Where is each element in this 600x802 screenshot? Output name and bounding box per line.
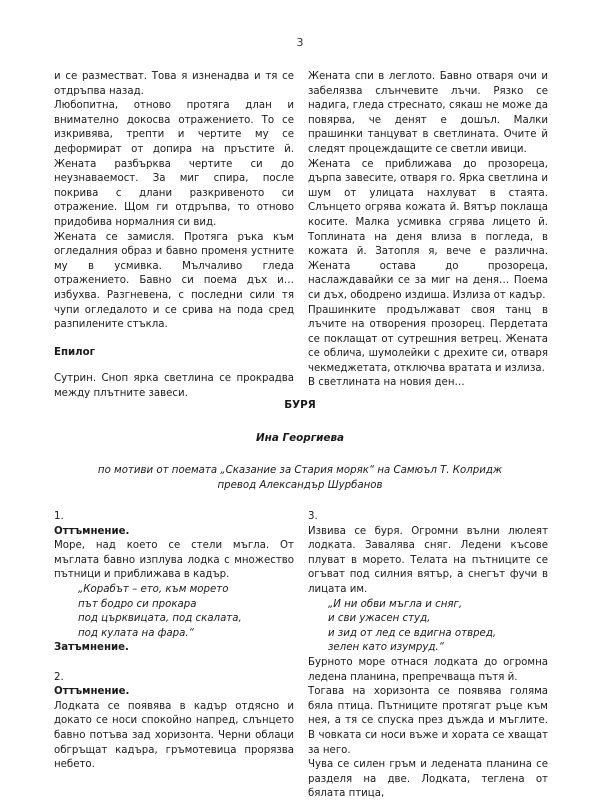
author-name: Ина Георгиева xyxy=(255,432,345,444)
paragraph: Жената се приближава до прозореца, дърпа завесите, отваря го. Ярка светлина и шум от улицата нахлуват в стаята. Слънцето огрява кожата й. Вятър поклаща косите. Малка усмивка сгрява лицето й. Топлината на деня влиза в погледа, в кожата й. Затопля я, вече е различна. Жената остава до прозореца, наслаждавайки се за миг на деня… Поема си дъх, ободрено издиша. Излиза от кадър. xyxy=(308,158,548,301)
section-number: 3. xyxy=(308,511,318,522)
paragraph: и се разместват. Това я изненадва и тя се отдръпва назад. xyxy=(54,71,294,97)
paragraph: Любопитна, отново протяга длан и внимателно докосва отражението. То се изкривява, трепти и чертите му се деформират от допира на пръстите й. Жената разбърква чертите си до неузнаваемост. За миг спира, после покрива с длани разкривеното си отражение. Щом ги отдръпва, то отново придобива нормалния си вид. xyxy=(54,100,294,228)
story-title: БУРЯ xyxy=(284,399,316,411)
paragraph: Жената се замисля. Протяга ръка към огледалния образ и бавно променя устните му в усмивка. Мълчаливо гледа отражението. Бавно си поема дъх и… избухва. Разгневена, с последни сили тя чупи огледалото и се срива на пода сред разпилените стъкла. xyxy=(54,231,294,331)
subtitle-line: по мотиви от поемата „Сказание за Стария моряк“ на Самюъл Т. Колридж xyxy=(97,465,503,476)
subtitle-line: превод Александър Шурбанов xyxy=(217,479,383,491)
poem-line: под църквицата, под скалата, xyxy=(78,613,242,625)
story-subtitle xyxy=(60,464,540,493)
epilogue-heading: Епилог xyxy=(54,346,95,358)
paragraph: В светлината на новия ден… xyxy=(308,377,465,389)
poem-line: и зид от лед се вдигна отвред, xyxy=(328,627,497,639)
poem-line: „Корабът – ето, към морето xyxy=(78,583,229,595)
top-right-column xyxy=(308,70,548,391)
section-heading: Оттъмнение. xyxy=(54,686,130,698)
poem-line: път бодро си прокара xyxy=(78,598,197,610)
paragraph: Сутрин. Сноп ярка светлина се прокрадва между плътните завеси. xyxy=(54,373,294,399)
section-number: 2. xyxy=(54,671,64,683)
page-number: 3 xyxy=(296,36,304,49)
bottom-right-column xyxy=(308,510,548,802)
paragraph: Чува се силен гръм и ледената планина се разделя на две. Лодката, теглена от бялата птица, xyxy=(308,759,548,800)
paragraph: Море, над което се стели мъгла. От мъглата бавно изплува лодка с множество пътници и приближава в кадър. xyxy=(54,540,294,581)
section-heading: Оттъмнение. xyxy=(54,525,130,537)
poem-line: и сви ужасен студ, xyxy=(328,613,431,625)
paragraph: Тогава на хоризонта се появява голяма бяла птица. Пътниците протягат ръце към нея, а тя се спуска през дъжда и мъглите. В човката си носи въже и хората се хващат за него. xyxy=(308,686,548,756)
paragraph: Извива се буря. Огромни вълни люлеят лодката. Завалява сняг. Ледени късове плуват в морето. Телата на пътниците се огъват под силния вятър, а снегът фучи в лицата им. xyxy=(308,525,548,595)
section-end: Затъмнение. xyxy=(54,642,129,654)
paragraph: Лодката се появява в кадър отдясно и докато се носи спокойно напред, слънцето бавно потъва зад хоризонта. Черни облаци обгръщат кадъра, гръмотевица прорязва небето. xyxy=(54,700,294,771)
poem-line: „И ни обви мъгла и сняг, xyxy=(328,598,463,610)
section-number: 1. xyxy=(54,511,64,522)
paragraph: Бурното море отнася лодката до огромна ледена планина, препречваща пътя й. xyxy=(308,656,548,683)
paragraph: Прашинките продължават своя танц в лъчите на отворения прозорец. Пердетата се поклащат от сутрешния ветрец. Жената се облича, шумолейки с дрехите си, отваря чекмеджетата, отключва вратата и излиза. xyxy=(308,304,548,374)
poem-line: зелен като изумруд.“ xyxy=(328,642,444,654)
bottom-left-column xyxy=(54,510,294,773)
top-left-column xyxy=(54,70,294,401)
paragraph: Жената спи в леглото. Бавно отваря очи и забелязва слънчевите лъчи. Рязко се надига, гледа стреснато, сякаш не може да повярва, че денят е дошъл. Малки прашинки танцуват в светлината. Очите й следят процеждащите се светли ивици. xyxy=(308,71,548,155)
poem-line: под кулата на фара.“ xyxy=(78,627,194,639)
